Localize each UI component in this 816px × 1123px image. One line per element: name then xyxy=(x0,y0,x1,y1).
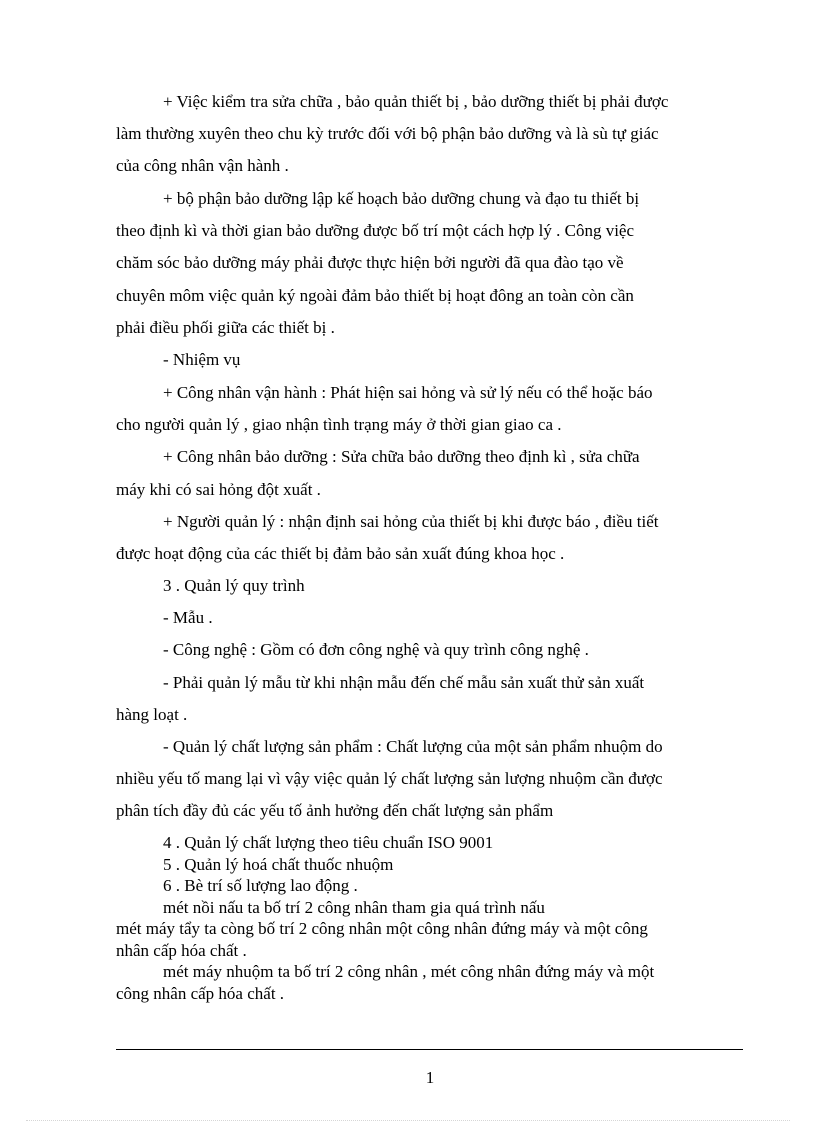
text-line: công nhân cấp hóa chất . xyxy=(116,984,285,1003)
text-line: + Công nhân vận hành : Phát hiện sai hỏng và sử lý nếu có thể hoặc báo xyxy=(163,383,653,402)
text-line: của công nhân vận hành . xyxy=(116,156,289,175)
text-line: + bộ phận bảo dưỡng lập kế hoạch bảo dưỡng chung và đạo tu thiết bị xyxy=(163,189,640,208)
text-line: chuyên môm việc quản ký ngoài đảm bảo thiết bị hoạt đông an toàn còn cần xyxy=(116,286,634,305)
text-line: + Người quản lý : nhận định sai hỏng của thiết bị khi được báo , điều tiết xyxy=(163,512,659,531)
text-line: nhiều yếu tố mang lại vì vậy việc quản lý chất lượng sản lượng nhuộm cần được xyxy=(116,769,663,788)
text-line: máy khi có sai hỏng đột xuất . xyxy=(116,480,321,499)
text-line: theo định kì và thời gian bảo dưỡng được bố trí một cách hợp lý . Công việc xyxy=(116,221,635,240)
text-line: mét nồi nấu ta bố trí 2 công nhân tham gia quá trình nấu xyxy=(163,898,545,917)
section-heading: - Nhiệm vụ xyxy=(163,350,241,369)
text-line: nhân cấp hóa chất . xyxy=(116,941,247,960)
text-line: mét máy tẩy ta còng bố trí 2 công nhân một công nhân đứng máy và một công xyxy=(116,919,648,938)
text-line: + Việc kiểm tra sửa chữa , bảo quản thiết bị , bảo dưỡng thiết bị phải được xyxy=(163,92,669,111)
text-line: làm thường xuyên theo chu kỳ trước đối với bộ phận bảo dưỡng và là sù tự giác xyxy=(116,124,659,143)
text-line: cho người quản lý , giao nhận tình trạng máy ở thời gian giao ca . xyxy=(116,415,562,434)
text-line: phân tích đầy đủ các yếu tố ảnh hưởng đến chất lượng sản phẩm xyxy=(116,801,554,820)
footer-divider xyxy=(116,1049,743,1050)
text-line: hàng loạt . xyxy=(116,705,188,724)
section-heading: 3 . Quản lý quy trình xyxy=(163,576,305,595)
section-heading: 4 . Quản lý chất lượng theo tiêu chuẩn ISO 9001 xyxy=(163,833,494,852)
text-line: được hoạt động của các thiết bị đảm bảo sản xuất đúng khoa học . xyxy=(116,544,565,563)
text-line: - Công nghệ : Gồm có đơn công nghệ và quy trình công nghệ . xyxy=(163,640,589,659)
text-line: - Quản lý chất lượng sản phẩm : Chất lượng của một sản phẩm nhuộm do xyxy=(163,737,663,756)
section-heading: 6 . Bè trí số lượng lao động . xyxy=(163,876,358,895)
text-line: - Mẫu . xyxy=(163,608,213,627)
text-line: + Công nhân bảo dưỡng : Sửa chữa bảo dưỡng theo định kì , sửa chữa xyxy=(163,447,640,466)
section-heading: 5 . Quản lý hoá chất thuốc nhuộm xyxy=(163,855,394,874)
text-line: phải điều phối giữa các thiết bị . xyxy=(116,318,335,337)
text-line: chăm sóc bảo dưỡng máy phải được thực hiện bởi người đã qua đào tạo về xyxy=(116,253,624,272)
page-number: 1 xyxy=(425,1068,435,1087)
text-line: - Phải quản lý mẫu từ khi nhận mẫu đến chế mẫu sản xuất thử sản xuất xyxy=(163,673,645,692)
page-bottom-edge xyxy=(26,1120,790,1121)
text-line: mét máy nhuộm ta bố trí 2 công nhân , mét công nhân đứng máy và một xyxy=(163,962,655,981)
